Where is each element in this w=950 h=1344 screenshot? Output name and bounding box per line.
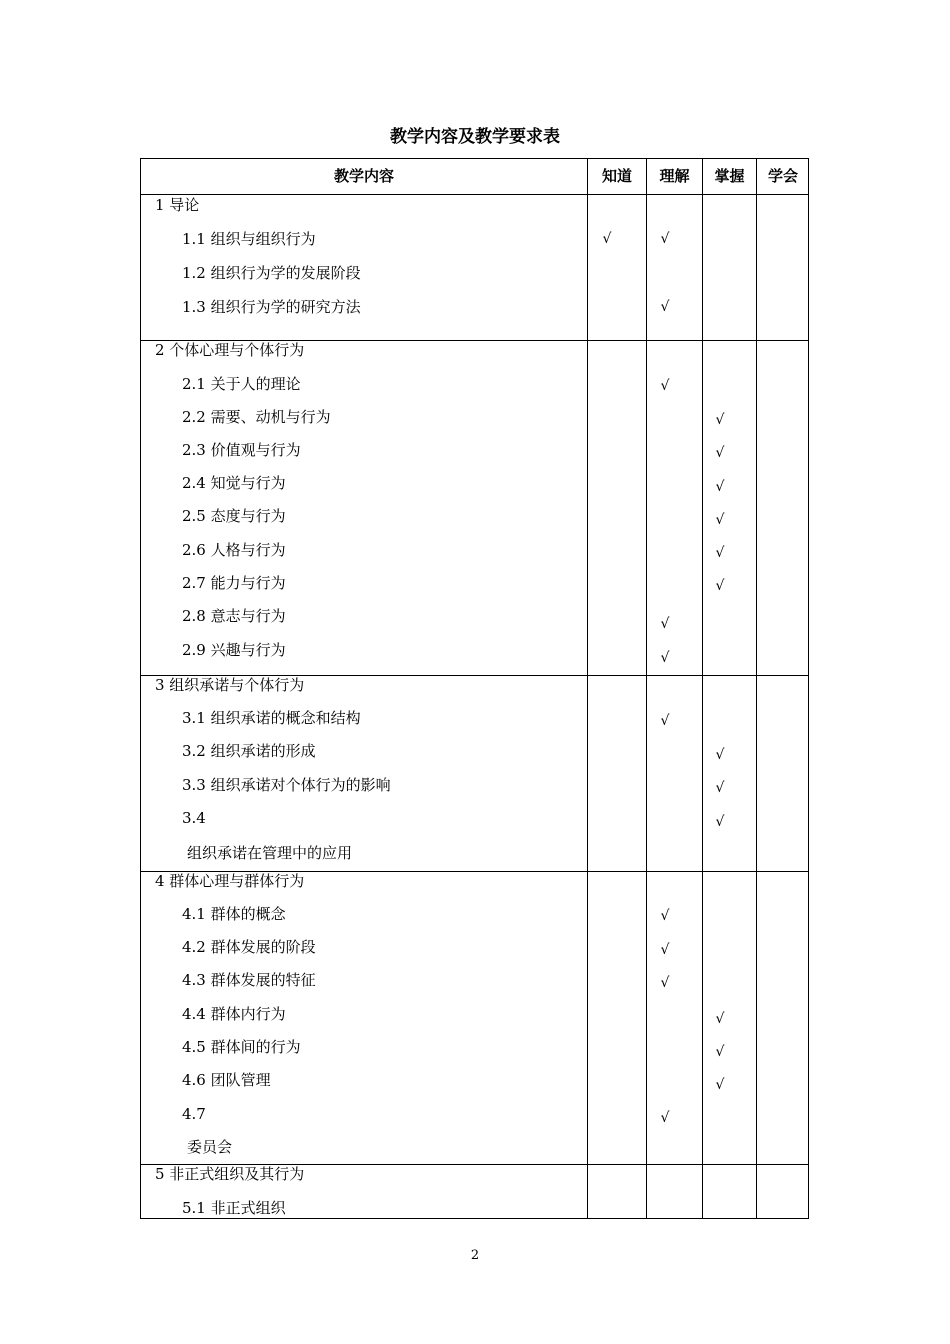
row-text: 1.3 组织行为学的研究方法 [182, 298, 361, 316]
row-text: 2.7 能力与行为 [182, 574, 286, 592]
check-mark-icon: √ [715, 1044, 725, 1060]
check-mark-icon: √ [602, 231, 612, 247]
check-mark-icon: √ [660, 908, 670, 924]
check-mark-icon: √ [660, 942, 670, 958]
check-mark-icon: √ [660, 299, 670, 315]
row-divider [140, 194, 809, 195]
header-learn: 学会 [767, 167, 798, 185]
check-mark-icon: √ [715, 1011, 725, 1027]
row-text: 4.6 团队管理 [182, 1071, 271, 1089]
row-text: 2.8 意志与行为 [182, 607, 286, 625]
row-text: 2 个体心理与个体行为 [155, 341, 305, 359]
check-mark-icon: √ [660, 231, 670, 247]
check-mark-icon: √ [715, 780, 725, 796]
row-text: 3.4 [182, 809, 206, 827]
header-content: 教学内容 [333, 167, 394, 185]
header-master: 掌握 [714, 167, 745, 185]
check-mark-icon: √ [660, 713, 670, 729]
row-text: 3.1 组织承诺的概念和结构 [182, 709, 361, 727]
row-text: 1.1 组织与组织行为 [182, 230, 316, 248]
row-text: 2.4 知觉与行为 [182, 474, 286, 492]
row-text: 5.1 非正式组织 [182, 1199, 286, 1217]
row-text: 4.2 群体发展的阶段 [182, 938, 316, 956]
row-text: 4.3 群体发展的特征 [182, 971, 316, 989]
check-mark-icon: √ [715, 814, 725, 830]
row-text: 2.9 兴趣与行为 [182, 641, 286, 659]
header-understand: 理解 [659, 167, 690, 185]
check-mark-icon: √ [715, 747, 725, 763]
column-divider [756, 158, 757, 1219]
check-mark-icon: √ [660, 378, 670, 394]
check-mark-icon: √ [715, 578, 725, 594]
check-mark-icon: √ [715, 412, 725, 428]
check-mark-icon: √ [660, 616, 670, 632]
check-mark-icon: √ [715, 545, 725, 561]
column-divider [702, 158, 703, 1219]
row-text: 2.1 关于人的理论 [182, 375, 301, 393]
header-know: 知道 [601, 167, 632, 185]
row-text: 4 群体心理与群体行为 [155, 872, 305, 890]
row-text: 3 组织承诺与个体行为 [155, 676, 305, 694]
page-title: 教学内容及教学要求表 [390, 127, 560, 147]
row-text: 2.5 态度与行为 [182, 507, 286, 525]
row-text: 5 非正式组织及其行为 [155, 1165, 305, 1183]
check-mark-icon: √ [660, 1110, 670, 1126]
row-text: 1 导论 [155, 196, 200, 214]
row-text: 2.6 人格与行为 [182, 541, 286, 559]
row-text: 4.5 群体间的行为 [182, 1038, 301, 1056]
column-divider [587, 158, 588, 1219]
check-mark-icon: √ [660, 650, 670, 666]
column-divider [646, 158, 647, 1219]
row-text: 4.4 群体内行为 [182, 1005, 286, 1023]
row-text: 委员会 [187, 1138, 233, 1156]
row-text: 3.3 组织承诺对个体行为的影响 [182, 776, 391, 794]
row-text: 3.2 组织承诺的形成 [182, 742, 316, 760]
row-text: 1.2 组织行为学的发展阶段 [182, 264, 361, 282]
row-text: 4.1 群体的概念 [182, 905, 286, 923]
check-mark-icon: √ [715, 1077, 725, 1093]
row-text: 4.7 [182, 1105, 206, 1123]
page-number: 2 [470, 1248, 480, 1263]
check-mark-icon: √ [715, 479, 725, 495]
check-mark-icon: √ [660, 975, 670, 991]
row-text: 组织承诺在管理中的应用 [187, 844, 353, 862]
check-mark-icon: √ [715, 445, 725, 461]
row-text: 2.2 需要、动机与行为 [182, 408, 331, 426]
row-text: 2.3 价值观与行为 [182, 441, 301, 459]
check-mark-icon: √ [715, 512, 725, 528]
